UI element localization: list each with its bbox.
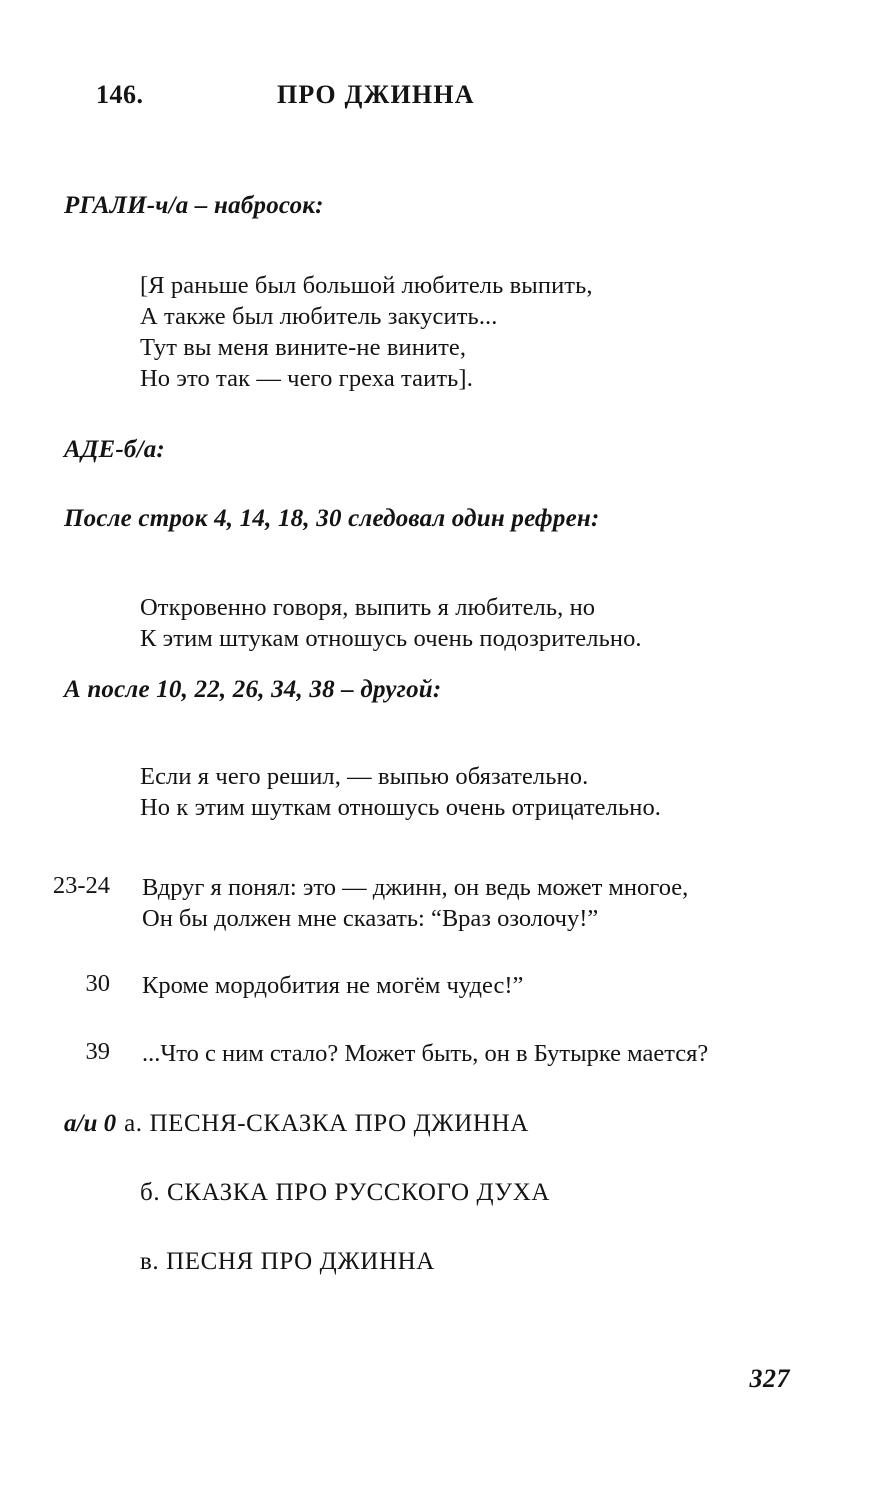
refrain-one-verse	[0, 592, 886, 654]
verse-line: Но это так — чего греха таить].	[140, 365, 473, 392]
verse-line: Если я чего решил, — выпью обязательно.	[140, 763, 589, 790]
title-variant-a: а. ПЕСНЯ-СКАЗКА ПРО ДЖИННА	[124, 1110, 529, 1137]
verse-line: [Я раньше был большой любитель выпить,	[140, 272, 593, 299]
verse-line: Кроме мордобития не могём чудес!”	[142, 972, 524, 999]
verse-line: А также был любитель закусить...	[140, 303, 498, 330]
refrain-two-note: А после 10, 22, 26, 34, 38 – другой:	[64, 676, 442, 703]
title-variant-v: в. ПЕСНЯ ПРО ДЖИННА	[140, 1248, 435, 1275]
verse-line: ...Что с ним стало? Может быть, он в Бутырке мается?	[142, 1040, 709, 1067]
source-label-ade: АДЕ-б/а:	[64, 436, 165, 463]
variant-line-number: 23-24	[52, 872, 110, 899]
entry-number: 146.	[96, 80, 144, 109]
verse-line: Но к этим шуткам отношусь очень отрицательно.	[140, 794, 662, 821]
draft-verse-rgali	[0, 270, 886, 394]
titles-marker: а/и 0	[64, 1110, 117, 1137]
variant-row	[0, 970, 886, 1001]
variant-text	[110, 970, 523, 1001]
refrain-two-verse	[0, 761, 886, 823]
refrain-one-note: После строк 4, 14, 18, 30 следовал один рефрен:	[64, 505, 600, 532]
verse-line: К этим штукам отношусь очень подозрительно.	[140, 625, 642, 652]
verse-line: Откровенно говоря, выпить я любитель, но	[140, 594, 596, 621]
variant-text	[110, 872, 688, 934]
title-variant-b: б. СКАЗКА ПРО РУССКОГО ДУХА	[140, 1179, 551, 1206]
variant-line-number: 30	[85, 970, 110, 997]
variant-text	[110, 1038, 708, 1069]
variant-row	[0, 872, 886, 934]
page-number: 327	[749, 1364, 790, 1393]
verse-line: Он бы должен мне сказать: “Враз озолочу!”	[142, 905, 599, 932]
page-header	[0, 80, 886, 120]
verse-line: Тут вы меня вините-не вините,	[140, 334, 467, 361]
page-title: ПРО ДЖИННА	[277, 80, 475, 109]
source-label-rgali: РГАЛИ-ч/а – набросок:	[64, 192, 324, 219]
verse-line: Вдруг я понял: это — джинн, он ведь может многое,	[142, 874, 689, 901]
variant-row	[0, 1038, 886, 1069]
variant-line-number: 39	[85, 1038, 110, 1065]
titles-first-row	[0, 1110, 886, 1138]
